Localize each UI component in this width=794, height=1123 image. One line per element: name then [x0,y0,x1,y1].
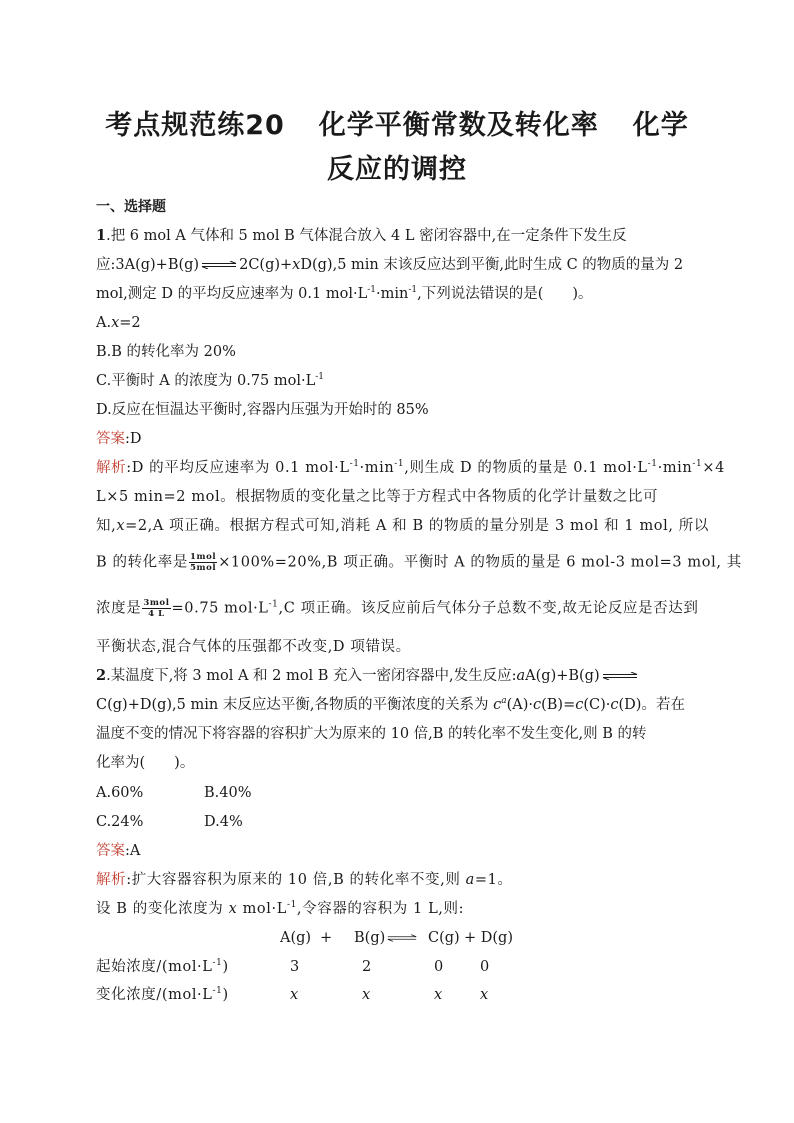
q2-options-row-1 [96,783,143,803]
q1-option-c: C.平衡时 A 的浓度为 0.75 $mol\cdot L^{-1}$ [96,372,325,389]
equilibrium-arrow-icon [387,934,417,942]
q2-option-c: C.24% [96,814,144,830]
q1-line-3: mol,测定 D 的平均反应速率为 0.1 $mol\cdot L^{-1}\cdot\min^{-1}$,下列说法错误的是( )。 [96,285,593,302]
table-header-d: + D(g) [464,930,513,946]
answer-label: 答案 [96,843,125,859]
q2-line-4: 化率为( )。 [96,755,195,771]
table-cell: 3 [290,959,300,975]
explanation-label: 解析 [96,460,127,476]
section-heading: 一、选择题 [96,199,166,215]
equilibrium-arrow-icon [602,672,638,680]
table-header-c: C(g) [428,930,460,946]
table-cell: 0 [434,959,444,975]
page-title-line-1 [60,104,734,148]
q1-option-a: A.x=2 [96,315,141,331]
q1-explanation-line-1: 解析:D 的平均反应速率为 0.1 $mol\cdot L^{-1}\cdot\min^{-1}$,则生成 D 的物质的量是 0.1 $mol\cdot L^{-1}\cdot\min^{-1}\times 4$ [96,459,725,476]
q2-option-a: A.60% [96,785,144,801]
title-part-3: 化学 [632,110,689,141]
answer-label: 答案 [96,431,125,447]
table-header-b: B(g) [354,928,419,948]
q2-option-b: B.40% [204,785,252,801]
equilibrium-arrow-icon [201,261,237,269]
table-header-plus: + [320,930,333,946]
explanation-label: 解析 [96,872,127,888]
q1-line-2: 应:3A(g)+B(g) 2C(g)+xD(g),5 min 末该反应达到平衡,此时生成 C 的物质的量为 2 [96,257,684,273]
q1-explanation-line-3: 知,x=2,A 项正确。根据方程式可知,消耗 A 和 B 的物质的量分别是 3 mol 和 1 mol, 所以 [96,518,709,534]
table-cell: x [434,987,443,1003]
q1-explanation-line-6: 平衡状态,混合气体的压强都不改变,D 项错误。 [96,639,411,655]
title-part-2: 化学平衡常数及转化率 [318,110,599,141]
q2-option-d: D.4% [204,814,243,830]
table-cell: x [290,987,299,1003]
q2-line-1: 2.某温度下,将 3 mol A 和 2 mol B 充入一密闭容器中,发生反应:aA(g)+B(g) [96,666,640,686]
table-cell: x [480,987,489,1003]
title-part-1: 考点规范练20 [105,110,285,141]
table-cell: x [362,987,371,1003]
fraction: $\frac{\text{3mol}}{4 L}$ [143,598,170,619]
q2-explanation-line-2: 设 B 的变化浓度为 x $mol\cdot L^{-1}$,令容器的容积为 1 L,则: [96,900,465,917]
table-cell: 0 [480,959,490,975]
table-cell: 2 [362,959,372,975]
q1-answer: 答案:D [96,431,142,447]
q2-answer: 答案:A [96,843,141,859]
q1-line-1: 1.把 6 mol A 气体和 5 mol B 气体混合放入 4 L 密闭容器中,在一定条件下发生反 [96,227,627,244]
table-row-label: 起始浓度$/(mol\cdot L^{-1})$ [96,958,229,975]
q1-explanation-line-4: B 的转化率是 $\frac{\text{1mol}}{\text{5mol}}$ ×100%=20%,B 项正确。平衡时 A 的物质的量是 6 mol-3 mol=3 mol, 其 [96,552,742,573]
q1-option-b: B.B 的转化率为 20% [96,344,236,360]
q1-option-d: D.反应在恒温达平衡时,容器内压强为开始时的 85% [96,402,429,418]
q1-number: 1 [96,227,107,244]
table-row-label: 变化浓度$/(mol\cdot L^{-1})$ [96,986,229,1003]
q2-line-2: C(g)+D(g),5 min 末反应达平衡,各物质的平衡浓度的关系为 $c^a(A)\cdot c(B)=c(C)\cdot c(D)$。若在 [96,696,685,713]
q2-number: 2 [96,667,107,684]
q1-explanation-line-5: 浓度是 $\frac{\text{3mol}}{4 L}$ =0.75 $mol\cdot L^{-1},C$ 项正确。该反应前后气体分子总数不变,故无论反应是否达到 [96,598,699,619]
q1-explanation-line-2: L×5 min=2 mol。根据物质的变化量之比等于方程式中各物质的化学计量数之比可 [96,489,659,505]
q2-line-3: 温度不变的情况下将容器的容积扩大为原来的 10 倍,B 的转化率不发生变化,则 B 的转 [96,726,647,742]
fraction: $\frac{\text{1mol}}{\text{5mol}}$ [189,552,217,573]
q2-explanation-line-1: 解析:扩大容器容积为原来的 10 倍,B 的转化率不变,则 a=1。 [96,872,513,888]
page-title-line-2: 反应的调控 [327,154,467,185]
table-header-a: A(g) [280,930,312,946]
